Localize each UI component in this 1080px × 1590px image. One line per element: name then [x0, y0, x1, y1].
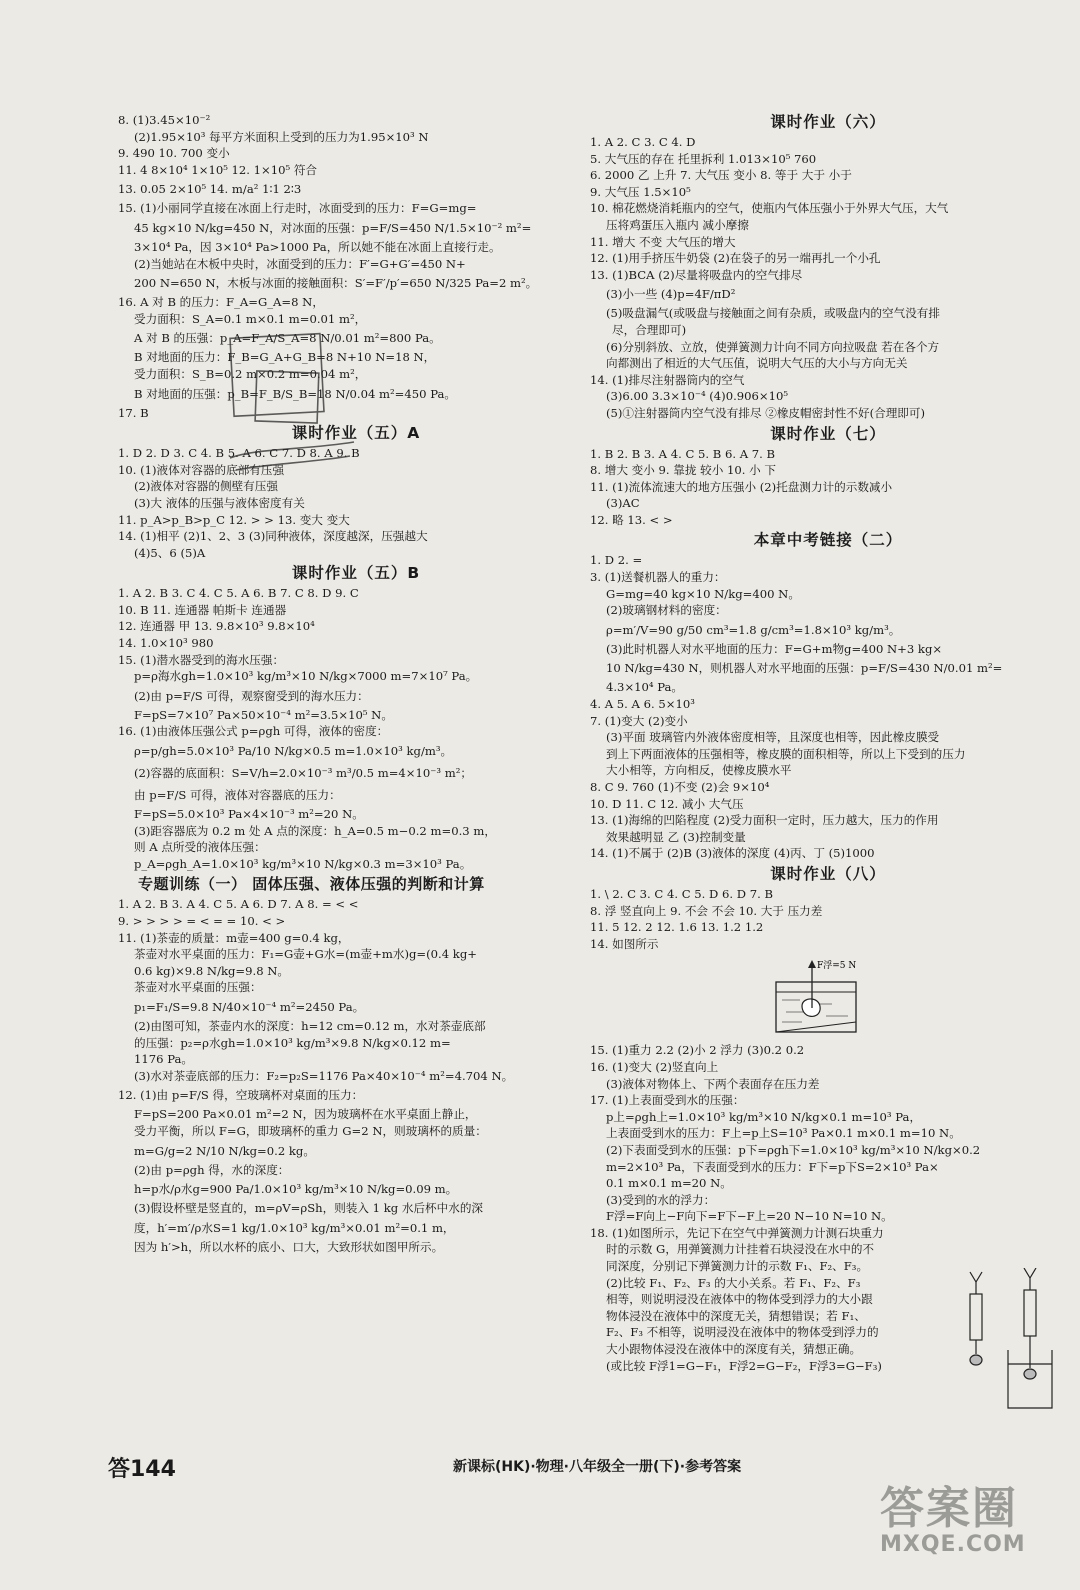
- answer-line: A 对 B 的压强：p_A=F_A/S_A=8 N/0.01 m²=800 Pa。: [134, 331, 441, 346]
- answers-block-7: [590, 446, 1066, 529]
- answer-line: 物体浸没在液体中的深度无关，猜想错误；若 F₁、: [606, 1308, 866, 1323]
- answer-line: (3)大 液体的压强与液体密度有关: [134, 495, 305, 510]
- answer-line: (3)液体对物体上、下两个表面存在压力差: [606, 1076, 820, 1091]
- answer-line: 15. (1)重力 2.2 (2)小 2 浮力 (3)0.2 0.2: [590, 1043, 805, 1058]
- answer-line: 受力面积：S_B=0.2 m×0.2 m=0.04 m²，: [134, 366, 367, 381]
- answer-line: (3)水对茶壶底部的压力：F₂=p₂S=1176 Pa×40×10⁻⁴ m²=4.704 N。: [134, 1068, 514, 1083]
- answer-line: 14. (1)不属于 (2)B (3)液体的深度 (4)丙、丁 (5)1000: [590, 846, 875, 861]
- answers-block-special: [118, 896, 594, 1255]
- answer-line: (3)此时机器人对水平地面的压力：F=G+m物g=400 N+3 kg×: [606, 641, 943, 656]
- answer-line: G=mg=40 kg×10 N/kg=400 N。: [606, 586, 800, 601]
- answer-line: (2)1.95×10³ 每平方米面积上受到的压力为1.95×10³ N: [134, 129, 429, 144]
- answer-line: (3)距容器底为 0.2 m 处 A 点的深度：h_A=0.5 m−0.2 m=0.3 m，: [134, 823, 496, 838]
- answer-line: 11. (1)流体流速大的地方压强小 (2)托盘测力计的示数减小: [590, 479, 893, 494]
- answer-line: 14. 1.0×10³ 980: [118, 636, 214, 651]
- answers-block-5b: [118, 585, 594, 872]
- watermark-url: MXQE.COM: [880, 1532, 1026, 1557]
- answer-line: B 对地面的压力：F_B=G_A+G_B=8 N+10 N=18 N，: [134, 350, 436, 365]
- answer-line: 16. A 对 B 的压力：F_A=G_A=8 N，: [118, 295, 324, 310]
- answer-line: p_A=ρgh_A=1.0×10³ kg/m³×10 N/kg×0.3 m=3×10³ Pa。: [134, 856, 472, 871]
- answer-line: 相等，则说明浸没在液体中的物体受到浮力的大小跟: [606, 1292, 873, 1307]
- answer-line: 茶壶对水平桌面的压力：F₁=G壶+G水=(m壶+m水)g=(0.4 kg+: [134, 947, 477, 962]
- answer-line: 大小跟物体浸没在液体中的深度有关，猜想正确。: [606, 1342, 862, 1357]
- answer-line: 11. 增大 不变 大气压的增大: [590, 234, 736, 249]
- right-column: [590, 110, 1066, 1374]
- answer-line: 受力平衡，所以 F=G，即玻璃杯的重力 G=2 N，则玻璃杯的质量：: [134, 1123, 487, 1138]
- answer-line: 3. (1)送餐机器人的重力：: [590, 570, 726, 585]
- answer-line: 1. \ 2. C 3. C 4. C 5. D 6. D 7. B: [590, 886, 773, 901]
- answer-line: 0.6 kg)×9.8 N/kg=9.8 N。: [134, 963, 290, 978]
- answer-line: 13. (1)BCA (2)尽量将吸盘内的空气排尽: [590, 267, 803, 282]
- answer-line: 14. (1)排尽注射器筒内的空气: [590, 372, 745, 387]
- answer-line: 12. 连通器 甲 13. 9.8×10³ 9.8×10⁴: [118, 619, 315, 634]
- answer-line: p上=ρgh上=1.0×10³ kg/m³×10 N/kg×0.1 m=10³ Pa，: [606, 1109, 922, 1124]
- section-heading-7: 课时作业（七）: [770, 424, 886, 443]
- answer-line: (3)平面 玻璃管内外液体密度相等，且深度也相等，因此橡皮膜受: [606, 730, 940, 745]
- left-column: [118, 112, 594, 1255]
- answer-line: 200 N=650 N，木板与冰面的接触面积：S′=F′/p′=650 N/325 Pa=2 m²。: [134, 276, 538, 291]
- answer-line: 11. p_A>p_B>p_C 12. > > 13. 变大 变大: [118, 512, 350, 527]
- page-number: 答144: [108, 1457, 176, 1482]
- book-title: 新课标(HK)·物理·八年级全一册(下)·参考答案: [453, 1459, 742, 1475]
- answer-line: 效果越明显 乙 (3)控制变量: [606, 829, 746, 844]
- answer-line: 的压强：p₂=ρ水gh=1.0×10³ kg/m³×9.8 N/kg×0.12 m=: [134, 1035, 451, 1050]
- answer-line: 因为 h′>h，所以水杯的底小、口大，大致形状如图甲所示。: [134, 1239, 444, 1254]
- answer-line: (6)分别斜放、立放，使弹簧测力计向不同方向拉吸盘 若在各个方: [606, 339, 940, 354]
- answer-line: (3)假设杯壁是竖直的，m=ρV=ρSh，则装入 1 kg 水后杯中水的深: [134, 1201, 484, 1216]
- answer-line: 9. > > > > = < = = 10. < >: [118, 914, 286, 928]
- answer-line: 9. 490 10. 700 变小: [118, 146, 230, 161]
- answer-line: 11. 4 8×10⁴ 1×10⁵ 12. 1×10⁵ 符合: [118, 162, 318, 177]
- answer-line: (3)6.00 3.3×10⁻⁴ (4)0.906×10⁵: [606, 389, 789, 404]
- answer-line: 1176 Pa。: [134, 1052, 193, 1067]
- section-heading-6: 课时作业（六）: [770, 113, 886, 131]
- answer-line: p₁=F₁/S=9.8 N/40×10⁻⁴ m²=2450 Pa。: [134, 999, 365, 1014]
- answer-line: 1. A 2. B 3. A 4. C 5. A 6. D 7. A 8. = < <: [118, 897, 359, 912]
- answers-block-8: [590, 886, 1066, 952]
- answer-line: 6. 2000 乙 上升 7. 大气压 变小 8. 等于 大于 小于: [590, 168, 852, 183]
- answer-line: 5. 大气压的存在 托里拆利 1.013×10⁵ 760: [590, 151, 817, 166]
- answer-line: 4. A 5. A 6. 5×10³: [590, 697, 695, 712]
- answer-line: (2)由图可知，茶壶内水的深度：h=12 cm=0.12 m，水对茶壶底部: [134, 1018, 486, 1033]
- answer-line: F=pS=5.0×10³ Pa×4×10⁻³ m²=20 N。: [134, 807, 364, 822]
- answer-line: 1. D 2. =: [590, 553, 643, 568]
- answer-line: 12. 略 13. < >: [590, 512, 673, 527]
- answer-line: 16. (1)由液体压强公式 p=ρgh 可得，液体的密度：: [118, 724, 389, 739]
- answer-line: F=pS=7×10⁷ Pa×50×10⁻⁴ m²=3.5×10⁵ N。: [134, 707, 393, 722]
- answer-line: (4)5、6 (5)A: [134, 545, 206, 560]
- answers-block-6: [590, 134, 1066, 422]
- answer-line: 由 p=F/S 可得，液体对容器底的压力：: [134, 788, 341, 803]
- answer-line: ρ=m′/V=90 g/50 cm³=1.8 g/cm³=1.8×10³ kg/m³。: [606, 622, 901, 637]
- answer-line: 12. (1)由 p=F/S 得，空玻璃杯对桌面的压力：: [118, 1088, 364, 1103]
- answer-line: 45 kg×10 N/kg=450 N，对冰面的压强：p=F/S=450 N/1.5×10⁻² m²=: [134, 220, 532, 235]
- answer-line: (2)容器的底面积：S=V/h=2.0×10⁻³ m³/0.5 m=4×10⁻³ m²；: [134, 766, 472, 781]
- answer-line: 15. (1)小丽同学直接在冰面上行走时，冰面受到的压力：F=G=mg=: [118, 201, 477, 216]
- buoyancy-figure: [590, 956, 1066, 1036]
- answer-line: 11. (1)茶壶的质量：m壶=400 g=0.4 kg，: [118, 930, 350, 945]
- watermark-logo-text: 答案圈: [880, 1483, 1018, 1534]
- answer-line: 大小相等，方向相反，使橡皮膜水平: [606, 763, 792, 778]
- answer-line: 度，h′=m′/ρ水S=1 kg/1.0×10³ kg/m³×0.01 m²=0.1 m，: [134, 1220, 455, 1235]
- answer-line: (3)AC: [606, 496, 640, 511]
- answer-line: 10. (1)液体对容器的底部有压强: [118, 462, 285, 477]
- section-heading-5a: 课时作业（五）A: [291, 424, 421, 443]
- answer-line: h=p水/ρ水g=900 Pa/1.0×10³ kg/m³×10 N/kg=0.09 m。: [134, 1182, 458, 1197]
- answer-line: 茶壶对水平桌面的压强：: [134, 980, 262, 995]
- answer-line: 4.3×10⁴ Pa。: [606, 680, 684, 695]
- answers-block-5: [118, 112, 594, 421]
- answer-line: (2)玻璃钢材料的密度：: [606, 603, 727, 618]
- section-heading-link: 本章中考链接（二）: [753, 531, 903, 550]
- answer-line: 13. (1)海绵的凹陷程度 (2)受力面积一定时，压力越大，压力的作用: [590, 813, 939, 828]
- answer-line: 16. (1)变大 (2)竖直向上: [590, 1059, 719, 1074]
- answer-line: 10. B 11. 连通器 帕斯卡 连通器: [118, 602, 287, 617]
- answer-line: 0.1 m×0.1 m=20 N。: [606, 1176, 732, 1191]
- answer-line: 时的示数 G，用弹簧测力计挂着石块浸没在水中的不: [606, 1242, 875, 1257]
- answer-line: B 对地面的压强：p_B=F_B/S_B=18 N/0.04 m²=450 Pa。: [134, 386, 456, 401]
- answer-line: 8. 增大 变小 9. 靠拢 较小 10. 小 下: [590, 463, 776, 478]
- answer-line: 11. 5 12. 2 12. 1.6 13. 1.2 1.2: [590, 920, 764, 935]
- answer-line: (2)液体对容器的侧壁有压强: [134, 479, 278, 494]
- answer-line: 9. 大气压 1.5×10⁵: [590, 184, 691, 199]
- buoyancy-force-label: F浮=5 N: [817, 961, 857, 972]
- answer-line: (2)下表面受到水的压强：p下=ρgh下=1.0×10³ kg/m³×10 N/kg×0.2: [606, 1142, 981, 1157]
- answer-line: (5)①注射器筒内空气没有排尽 ②橡皮帽密封性不好(合理即可): [606, 405, 925, 420]
- answer-line: F=pS=200 Pa×0.01 m²=2 N，因为玻璃杯在水平桌面上静止，: [134, 1107, 477, 1122]
- site-watermark: [880, 1483, 1026, 1558]
- answer-line: 1. A 2. B 3. C 4. C 5. A 6. B 7. C 8. D 9. C: [118, 586, 359, 601]
- answer-line: (5)吸盘漏气(或吸盘与接触面之间有杂质，或吸盘内的空气没有排: [606, 306, 940, 321]
- answer-line: ρ=p/gh=5.0×10³ Pa/10 N/kg×0.5 m=1.0×10³ kg/m³。: [134, 744, 453, 759]
- answer-line: 15. (1)潜水器受到的海水压强：: [118, 652, 285, 667]
- section-heading-8: 课时作业（八）: [770, 864, 886, 883]
- answer-line: (3)受到的水的浮力：: [606, 1192, 716, 1207]
- answer-line: F₂、F₃ 不相等，说明浸没在液体中的物体受到浮力的: [606, 1325, 879, 1340]
- answer-line: 受力面积：S_A=0.1 m×0.1 m=0.01 m²，: [134, 311, 367, 326]
- answer-line: 上表面受到水的压力：F上=p上S=10³ Pa×0.1 m×0.1 m=10 N。: [606, 1126, 961, 1141]
- answer-line: 1. D 2. D 3. C 4. B 5. A 6. C 7. D 8. A 9. B: [118, 446, 360, 461]
- answers-block-5a: [118, 445, 594, 561]
- answer-line: (2)由 p=ρgh 得，水的深度：: [134, 1162, 290, 1177]
- answer-line: 1. B 2. B 3. A 4. C 5. B 6. A 7. B: [590, 446, 776, 461]
- answer-line: (3)小一些 (4)p=4F/πD²: [606, 287, 736, 302]
- answer-line: m=2×10³ Pa，下表面受到水的压力：F下=p下S=2×10³ Pa×: [606, 1159, 939, 1174]
- spring-scale-figure: [958, 1268, 1058, 1418]
- answer-line: m=G/g=2 N/10 N/kg=0.2 kg。: [134, 1143, 315, 1158]
- answer-line: 13. 0.05 2×10⁵ 14. m/a² 1∶1 2∶3: [118, 182, 302, 197]
- answer-line: (或比较 F浮1=G−F₁，F浮2=G−F₂，F浮3=G−F₃): [606, 1358, 882, 1373]
- answer-line: (2)由 p=F/S 可得，观察窗受到的海水压力：: [134, 688, 369, 703]
- section-heading-special: 专题训练（一） 固体压强、液体压强的判断和计算: [138, 875, 485, 894]
- answer-line: (2)当她站在木板中央时，冰面受到的压力：F′=G+G′=450 N+: [134, 256, 466, 271]
- answer-line: 压将鸡蛋压入瓶内 减小摩擦: [606, 217, 749, 232]
- answer-line: 8. 浮 竖直向上 9. 不会 不会 10. 大于 压力差: [590, 903, 823, 918]
- answer-line: 到上下两面液体的压强相等，橡皮膜的面积相等，所以上下受到的压力: [606, 746, 966, 761]
- answer-line: 同深度，分别记下弹簧测力计的示数 F₁、F₂、F₃。: [606, 1259, 869, 1274]
- answer-line: 尽，合理即可): [612, 322, 687, 337]
- answer-line: 12. (1)用手挤压牛奶袋 (2)在袋子的另一端再扎一个小孔: [590, 251, 881, 266]
- answer-line: 14. (1)相平 (2)1、2、3 (3)同种液体，深度越深，压强越大: [118, 529, 428, 544]
- answer-line: 10 N/kg=430 N，则机器人对水平地面的压强：p=F/S=430 N/0.01 m²=: [606, 661, 1003, 676]
- answer-line: 7. (1)变大 (2)变小: [590, 713, 688, 728]
- answer-line: p=ρ海水gh=1.0×10³ kg/m³×10 N/kg×7000 m=7×10⁷ Pa。: [134, 669, 478, 684]
- answer-line: 18. (1)如图所示，先记下在空气中弹簧测力计测石块重力: [590, 1225, 884, 1240]
- section-heading-5b: 课时作业（五）B: [291, 564, 421, 583]
- answer-line: F浮=F向上−F向下=F下−F上=20 N−10 N=10 N。: [606, 1209, 893, 1224]
- answers-block-link: [590, 552, 1066, 862]
- answer-line: 17. (1)上表面受到水的压强：: [590, 1093, 745, 1108]
- answer-line: (2)比较 F₁、F₂、F₃ 的大小关系。若 F₁、F₂、F₃: [606, 1275, 861, 1290]
- answer-line: 10. 棉花燃烧消耗瓶内的空气，使瓶内气体压强小于外界大气压，大气: [590, 201, 949, 216]
- answer-line: 8. C 9. 760 (1)不变 (2)会 9×10⁴: [590, 780, 770, 794]
- answer-line: 14. 如图所示: [590, 936, 659, 951]
- answer-line: 3×10⁴ Pa，因 3×10⁴ Pa>1000 Pa，所以她不能在冰面上直接行走。: [134, 239, 501, 254]
- answer-line: 10. D 11. C 12. 减小 大气压: [590, 796, 744, 811]
- page-footer: [108, 1452, 988, 1482]
- answer-line: 17. B: [118, 405, 149, 420]
- answer-line: 向都测出了相近的大气压值，说明大气压的大小与方向无关: [606, 356, 908, 371]
- answer-line: 1. A 2. C 3. C 4. D: [590, 135, 696, 149]
- answer-line: 8. (1)3.45×10⁻²: [118, 113, 211, 127]
- answer-line: 则 A 点所受的液体压强：: [134, 840, 266, 855]
